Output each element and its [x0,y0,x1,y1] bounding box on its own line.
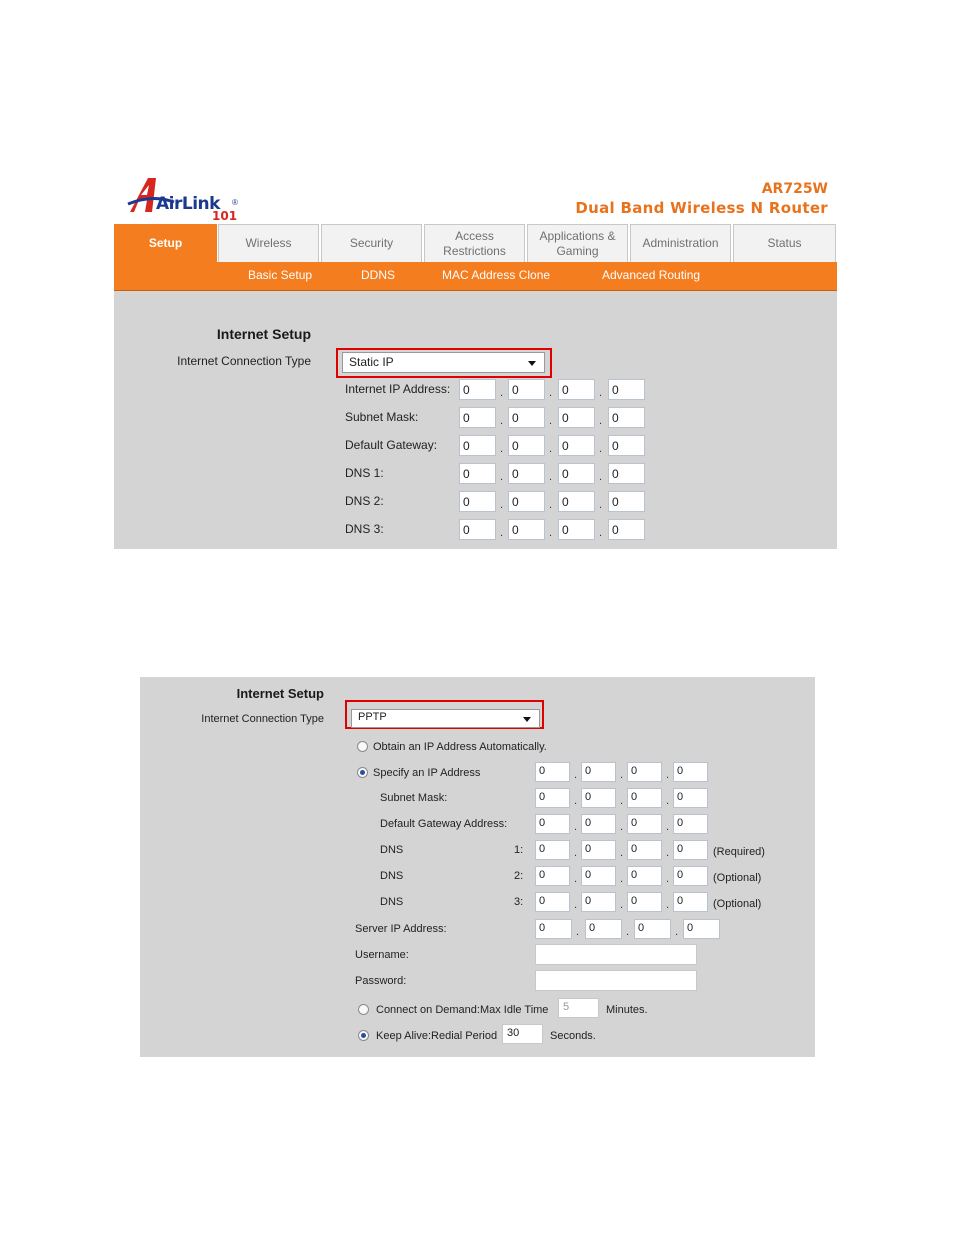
subnet-mask-octet-1[interactable]: 0 [459,407,496,428]
subnet-mask-octet-4[interactable]: 0 [608,407,645,428]
internet-ip-octet-2[interactable]: 0 [508,379,545,400]
dns1-octet-3[interactable]: 0 [558,463,595,484]
internet-ip-label: Internet IP Address: [345,382,451,396]
dns3-number: 3: [514,896,524,908]
octet-separator: . [599,471,603,483]
octet-separator: . [549,387,553,399]
octet-separator: . [500,387,504,399]
subnet-mask-label: Subnet Mask: [380,792,448,804]
specify-ip-octet-3[interactable]: 0 [627,762,662,782]
octet-separator: . [574,795,578,807]
dns2-octet-1[interactable]: 0 [459,491,496,512]
octet-separator: . [549,471,553,483]
octet-separator: . [500,415,504,427]
dns2-number: 2: [514,870,524,882]
dns1-octet-1[interactable]: 0 [535,840,570,860]
specify-ip-octet-4[interactable]: 0 [673,762,708,782]
gateway-octet-1[interactable]: 0 [459,435,496,456]
dns2-octet-1[interactable]: 0 [535,866,570,886]
airlink-logo [126,174,246,224]
octet-separator: . [666,769,670,781]
dns2-octet-3[interactable]: 0 [627,866,662,886]
server-ip-octet-1[interactable]: 0 [535,919,572,939]
product-name: Dual Band Wireless N Router [575,199,828,217]
subnet-mask-octet-2[interactable]: 0 [508,407,545,428]
connection-type-select[interactable] [351,709,540,728]
dns2-octet-2[interactable]: 0 [508,491,545,512]
subnav-mac-address-clone[interactable]: MAC Address Clone [442,268,551,282]
section-title: Internet Setup [236,686,324,701]
dns2-octet-3[interactable]: 0 [558,491,595,512]
dns1-number: 1: [514,844,524,856]
dns3-octet-1[interactable]: 0 [459,519,496,540]
dns3-label: DNS [380,896,404,908]
tab-setup[interactable]: Setup [114,224,217,262]
tab-status[interactable]: Status [733,224,836,262]
keep-alive-radio[interactable] [358,1030,369,1041]
connection-type-value: PPTP [358,711,387,723]
dns1-label: DNS 1: [345,466,384,480]
gateway-octet-2[interactable]: 0 [581,814,616,834]
dns1-label: DNS [380,844,404,856]
subnet-octet-2[interactable]: 0 [581,788,616,808]
tab-security[interactable]: Security [321,224,422,262]
username-input[interactable] [535,944,697,965]
server-ip-octet-4[interactable]: 0 [683,919,720,939]
subnet-octet-1[interactable]: 0 [535,788,570,808]
tab-wireless[interactable]: Wireless [218,224,319,262]
dns1-note: (Required) [713,846,765,858]
octet-separator: . [574,847,578,859]
dns3-octet-4[interactable]: 0 [608,519,645,540]
octet-separator: . [666,795,670,807]
subnet-mask-octet-3[interactable]: 0 [558,407,595,428]
chevron-down-icon [523,717,531,722]
octet-separator: . [620,821,624,833]
octet-separator: . [574,821,578,833]
octet-separator: . [675,926,679,938]
octet-separator: . [576,926,580,938]
obtain-ip-auto-label: Obtain an IP Address Automatically. [373,741,547,753]
octet-separator: . [500,443,504,455]
pptp-setup-screenshot [140,677,815,1057]
dns1-octet-4[interactable]: 0 [673,840,708,860]
connection-type-label: Internet Connection Type [177,354,311,368]
dns3-octet-2[interactable]: 0 [581,892,616,912]
tab-access-restrictions[interactable]: Access Restrictions [424,224,525,262]
octet-separator: . [549,415,553,427]
model-name: AR725W [761,181,828,197]
logo-number: 101 [212,209,238,223]
octet-separator: . [620,795,624,807]
octet-separator: . [666,899,670,911]
dns1-octet-4[interactable]: 0 [608,463,645,484]
default-gateway-label: Default Gateway: [345,438,438,452]
octet-separator: . [620,769,624,781]
octet-separator: . [500,527,504,539]
server-ip-label: Server IP Address: [355,923,447,935]
specify-ip-octet-1[interactable]: 0 [535,762,570,782]
dns3-octet-3[interactable]: 0 [627,892,662,912]
octet-separator: . [599,415,603,427]
octet-separator: . [549,527,553,539]
server-ip-octet-3[interactable]: 0 [634,919,671,939]
section-title: Internet Setup [216,326,311,342]
server-ip-octet-2[interactable]: 0 [585,919,622,939]
octet-separator: . [599,443,603,455]
gateway-octet-3[interactable]: 0 [558,435,595,456]
tab-administration[interactable]: Administration [630,224,731,262]
connection-type-value: Static IP [349,355,394,369]
dns2-octet-4[interactable]: 0 [673,866,708,886]
dns3-label: DNS 3: [345,522,384,536]
gateway-octet-4[interactable]: 0 [608,435,645,456]
dns3-octet-2[interactable]: 0 [508,519,545,540]
dns2-label: DNS 2: [345,494,384,508]
dns3-octet-3[interactable]: 0 [558,519,595,540]
static-ip-setup-screenshot [114,170,837,549]
connection-type-select[interactable] [342,352,545,373]
dns2-octet-4[interactable]: 0 [608,491,645,512]
dns2-octet-2[interactable]: 0 [581,866,616,886]
octet-separator: . [620,899,624,911]
internet-setup-panel [114,291,837,549]
internet-ip-octet-3[interactable]: 0 [558,379,595,400]
octet-separator: . [574,873,578,885]
dns1-octet-3[interactable]: 0 [627,840,662,860]
dns2-note: (Optional) [713,872,762,884]
specify-ip-radio[interactable] [357,767,368,778]
octet-separator: . [599,387,603,399]
obtain-ip-auto-radio[interactable] [357,741,368,752]
connection-type-label: Internet Connection Type [201,713,324,725]
octet-separator: . [666,821,670,833]
chevron-down-icon [528,361,536,366]
specify-ip-label: Specify an IP Address [373,767,481,779]
gateway-label: Default Gateway Address: [380,818,508,830]
internet-ip-octet-4[interactable]: 0 [608,379,645,400]
subnet-mask-label: Subnet Mask: [345,410,419,424]
seconds-label: Seconds. [550,1030,596,1042]
dns3-octet-4[interactable]: 0 [673,892,708,912]
connect-on-demand-label: Connect on Demand:Max Idle Time [376,1004,549,1016]
octet-separator: . [666,847,670,859]
gateway-octet-1[interactable]: 0 [535,814,570,834]
password-input[interactable] [535,970,697,991]
username-label: Username: [355,949,409,961]
octet-separator: . [500,499,504,511]
octet-separator: . [549,443,553,455]
octet-separator: . [549,499,553,511]
redial-period-input[interactable]: 30 [502,1024,543,1044]
octet-separator: . [666,873,670,885]
dns2-label: DNS [380,870,404,882]
keep-alive-label: Keep Alive:Redial Period [376,1030,498,1042]
dns1-octet-2[interactable]: 0 [508,463,545,484]
octet-separator: . [620,873,624,885]
subnet-octet-3[interactable]: 0 [627,788,662,808]
gateway-octet-2[interactable]: 0 [508,435,545,456]
subnav-basic-setup[interactable]: Basic Setup [248,268,313,282]
subnet-octet-4[interactable]: 0 [673,788,708,808]
logo-text: AirLink [156,194,220,214]
octet-separator: . [626,926,630,938]
tab-applications-gaming[interactable]: Applications & Gaming [527,224,628,262]
octet-separator: . [574,899,578,911]
octet-separator: . [500,471,504,483]
main-tabs [114,224,837,262]
internet-ip-octet-1[interactable]: 0 [459,379,496,400]
connect-on-demand-radio[interactable] [358,1004,369,1015]
subnav-ddns[interactable]: DDNS [361,268,396,282]
specify-ip-octet-2[interactable]: 0 [581,762,616,782]
dns1-octet-1[interactable]: 0 [459,463,496,484]
dns3-note: (Optional) [713,898,762,910]
minutes-label: Minutes. [606,1004,648,1016]
gateway-octet-3[interactable]: 0 [627,814,662,834]
octet-separator: . [574,769,578,781]
dns3-octet-1[interactable]: 0 [535,892,570,912]
gateway-octet-4[interactable]: 0 [673,814,708,834]
octet-separator: . [620,847,624,859]
setup-subnav [114,262,837,291]
octet-separator: . [599,499,603,511]
subnav-advanced-routing[interactable]: Advanced Routing [602,268,701,282]
password-label: Password: [355,975,407,987]
dns1-octet-2[interactable]: 0 [581,840,616,860]
octet-separator: . [599,527,603,539]
max-idle-time-input[interactable]: 5 [558,998,599,1018]
registered-mark: ® [232,198,238,207]
